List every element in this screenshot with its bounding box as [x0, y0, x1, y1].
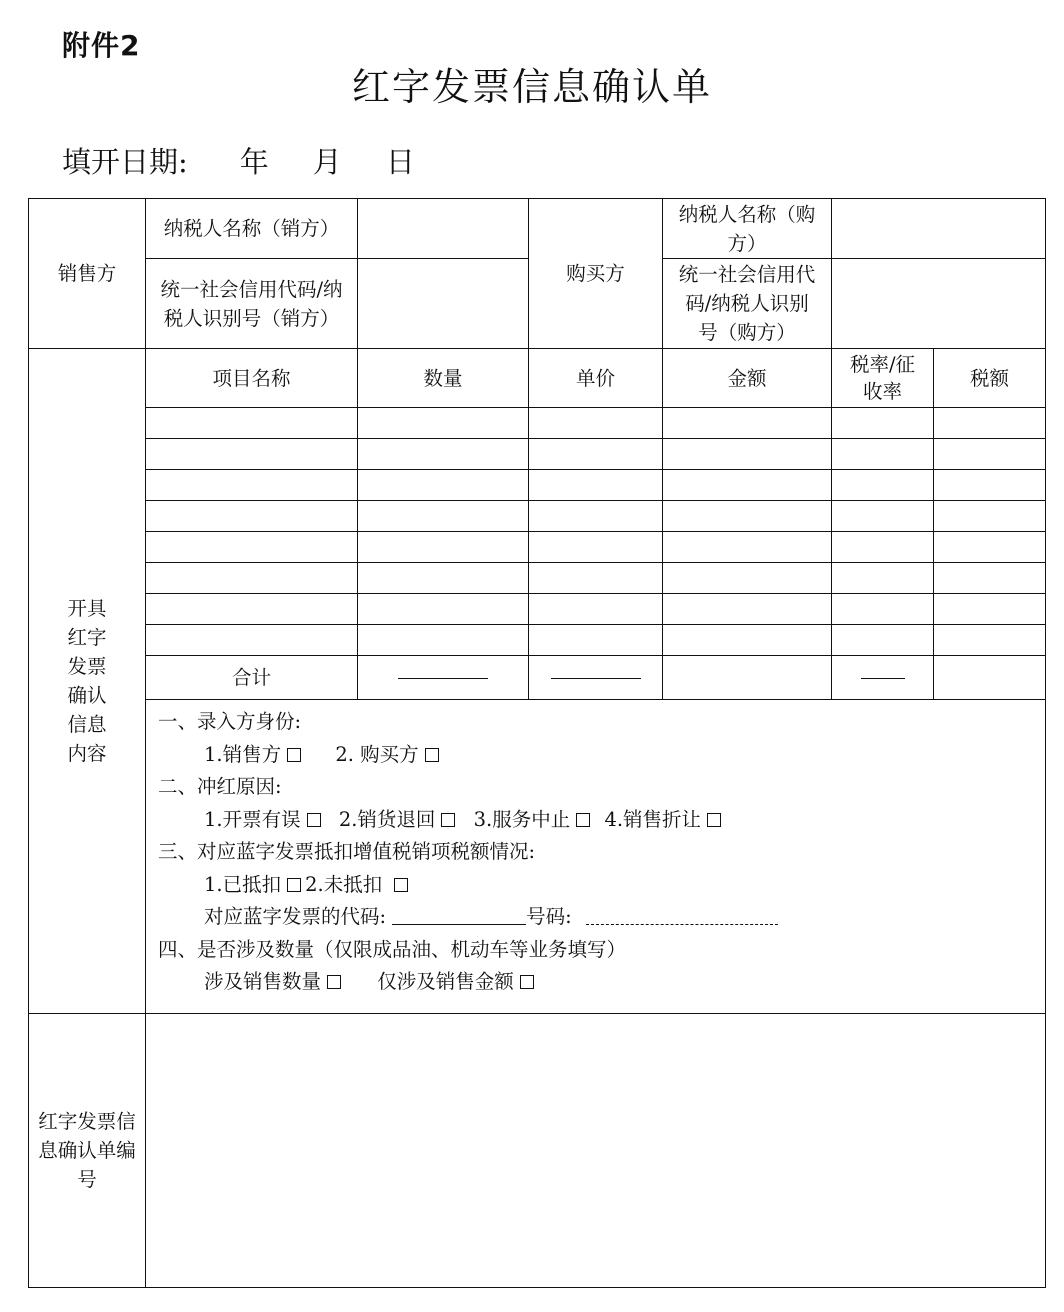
buyer-option-label: 2. 购买方: [335, 742, 419, 766]
col-header-quantity: 数量: [358, 349, 529, 408]
blue-invoice-code-label: 对应蓝字发票的代码:: [204, 905, 387, 928]
table-row: [29, 625, 1046, 656]
quantity-cell[interactable]: [358, 470, 529, 501]
reversal-reason-options: [158, 804, 1045, 837]
amount-cell[interactable]: [663, 408, 832, 439]
sales-quantity-label: 涉及销售数量: [204, 970, 322, 993]
sales-discount-checkbox[interactable]: [707, 813, 721, 827]
tax-rate-cell[interactable]: [832, 594, 934, 625]
sales-amount-only-checkbox[interactable]: [520, 975, 534, 989]
dash-line: [551, 678, 641, 679]
quantity-cell[interactable]: [358, 408, 529, 439]
date-month-label: 月: [312, 145, 342, 179]
not-deducted-label: 2.未抵扣: [305, 872, 383, 896]
sales-return-label: 2.销货退回: [338, 807, 436, 831]
table-row: [29, 563, 1046, 594]
deduction-status-question: 三、对应蓝字发票抵扣增值税销项税额情况:: [158, 840, 536, 863]
tax-amount-cell[interactable]: [934, 563, 1046, 594]
tax-amount-cell[interactable]: [934, 594, 1046, 625]
total-tax-amount-cell[interactable]: [934, 656, 1046, 700]
buyer-code-label: 统一社会信用代码/纳税人识别号（购方）: [663, 259, 832, 349]
unit-price-cell[interactable]: [529, 625, 663, 656]
amount-cell[interactable]: [663, 532, 832, 563]
date-day-label: 日: [385, 145, 415, 179]
form-title: 红字发票信息确认单: [351, 65, 712, 109]
table-row: [29, 532, 1046, 563]
quantity-cell[interactable]: [358, 563, 529, 594]
sales-quantity-checkbox[interactable]: [327, 975, 341, 989]
seller-code-field[interactable]: [358, 259, 529, 349]
tax-amount-cell[interactable]: [934, 501, 1046, 532]
total-amount-cell[interactable]: [663, 656, 832, 700]
unit-price-cell[interactable]: [529, 563, 663, 594]
seller-code-label: 统一社会信用代码/纳税人识别号（销方）: [146, 259, 358, 349]
tax-rate-cell[interactable]: [832, 563, 934, 594]
item-name-cell[interactable]: [146, 501, 358, 532]
tax-rate-cell[interactable]: [832, 408, 934, 439]
tax-amount-cell[interactable]: [934, 408, 1046, 439]
tax-rate-cell[interactable]: [832, 470, 934, 501]
deducted-label: 1.已抵扣: [204, 872, 282, 896]
col-header-tax-rate: 税率/征收率: [832, 349, 934, 408]
confirmation-number-label: 红字发票信息确认单编号: [29, 1014, 146, 1288]
attachment-label: 附件2: [62, 29, 141, 62]
quantity-cell[interactable]: [358, 439, 529, 470]
amount-cell[interactable]: [663, 439, 832, 470]
table-row: [29, 470, 1046, 501]
amount-cell[interactable]: [663, 501, 832, 532]
col-header-unit-price: 单价: [529, 349, 663, 408]
unit-price-cell[interactable]: [529, 501, 663, 532]
buyer-name-field[interactable]: [832, 199, 1046, 259]
item-name-cell[interactable]: [146, 625, 358, 656]
tax-amount-cell[interactable]: [934, 625, 1046, 656]
item-name-cell[interactable]: [146, 594, 358, 625]
seller-option-checkbox[interactable]: [287, 748, 301, 762]
confirmation-form-table: [28, 198, 1046, 1288]
amount-cell[interactable]: [663, 594, 832, 625]
sales-return-checkbox[interactable]: [441, 813, 455, 827]
buyer-option-checkbox[interactable]: [425, 748, 439, 762]
unit-price-cell[interactable]: [529, 532, 663, 563]
blue-invoice-number-field[interactable]: [586, 924, 778, 925]
tax-rate-cell[interactable]: [832, 532, 934, 563]
dash-line: [398, 678, 488, 679]
not-deducted-checkbox[interactable]: [394, 878, 408, 892]
entry-party-question: 一、录入方身份:: [158, 710, 302, 733]
total-unit-price-dash: [529, 656, 663, 700]
invoice-error-checkbox[interactable]: [307, 813, 321, 827]
content-section-label: 开具红字发票确认信息内容: [29, 349, 146, 1014]
amount-cell[interactable]: [663, 470, 832, 501]
table-row: [29, 594, 1046, 625]
seller-option-label: 1.销售方: [204, 742, 282, 766]
total-row: [29, 656, 1046, 700]
item-name-cell[interactable]: [146, 439, 358, 470]
col-header-amount: 金额: [663, 349, 832, 408]
blue-invoice-code-field[interactable]: [392, 924, 526, 925]
table-row: [29, 501, 1046, 532]
total-label: 合计: [146, 656, 358, 700]
quantity-cell[interactable]: [358, 625, 529, 656]
amount-cell[interactable]: [663, 563, 832, 594]
entry-party-options: [158, 739, 1045, 772]
col-header-item-name: 项目名称: [146, 349, 358, 408]
seller-name-field[interactable]: [358, 199, 529, 259]
date-year-label: 年: [239, 145, 269, 179]
sales-amount-only-label: 仅涉及销售金额: [377, 970, 514, 993]
item-name-cell[interactable]: [146, 470, 358, 501]
item-name-cell[interactable]: [146, 563, 358, 594]
invoice-error-label: 1.开票有误: [204, 807, 301, 831]
unit-price-cell[interactable]: [529, 439, 663, 470]
tax-amount-cell[interactable]: [934, 532, 1046, 563]
sales-discount-label: 4.销售折让: [604, 807, 702, 831]
unit-price-cell[interactable]: [529, 594, 663, 625]
fill-date-label: 填开日期:: [62, 145, 188, 179]
unit-price-cell[interactable]: [529, 470, 663, 501]
quantity-cell[interactable]: [358, 501, 529, 532]
info-section: [146, 700, 1046, 1014]
deduction-status-options: [158, 869, 1045, 902]
total-tax-rate-dash: [832, 656, 934, 700]
blue-invoice-code-row: [158, 901, 1045, 934]
tax-rate-cell[interactable]: [832, 439, 934, 470]
quantity-involved-options: [158, 966, 1045, 999]
tax-rate-cell[interactable]: [832, 501, 934, 532]
deducted-checkbox[interactable]: [287, 878, 301, 892]
quantity-cell[interactable]: [358, 532, 529, 563]
seller-section-label: 销售方: [29, 199, 146, 349]
tax-amount-cell[interactable]: [934, 439, 1046, 470]
unit-price-cell[interactable]: [529, 408, 663, 439]
tax-amount-cell[interactable]: [934, 470, 1046, 501]
quantity-cell[interactable]: [358, 594, 529, 625]
fill-date-row: [62, 140, 415, 181]
buyer-code-field[interactable]: [832, 259, 1046, 349]
amount-cell[interactable]: [663, 625, 832, 656]
service-stop-label: 3.服务中止: [473, 807, 571, 831]
confirmation-number-field[interactable]: [146, 1014, 1046, 1288]
buyer-name-label: 纳税人名称（购方）: [663, 199, 832, 259]
table-row: [29, 408, 1046, 439]
quantity-involved-question: 四、是否涉及数量（仅限成品油、机动车等业务填写）: [158, 937, 627, 961]
col-header-tax-amount: 税额: [934, 349, 1046, 408]
table-row: [29, 439, 1046, 470]
service-stop-checkbox[interactable]: [576, 813, 590, 827]
dash-line: [861, 678, 905, 679]
seller-name-label: 纳税人名称（销方）: [146, 199, 358, 259]
blue-invoice-number-label: 号码:: [526, 905, 572, 928]
item-name-cell[interactable]: [146, 408, 358, 439]
reversal-reason-question: 二、冲红原因:: [158, 775, 282, 798]
item-name-cell[interactable]: [146, 532, 358, 563]
tax-rate-cell[interactable]: [832, 625, 934, 656]
total-quantity-dash: [358, 656, 529, 700]
buyer-section-label: 购买方: [529, 199, 663, 349]
